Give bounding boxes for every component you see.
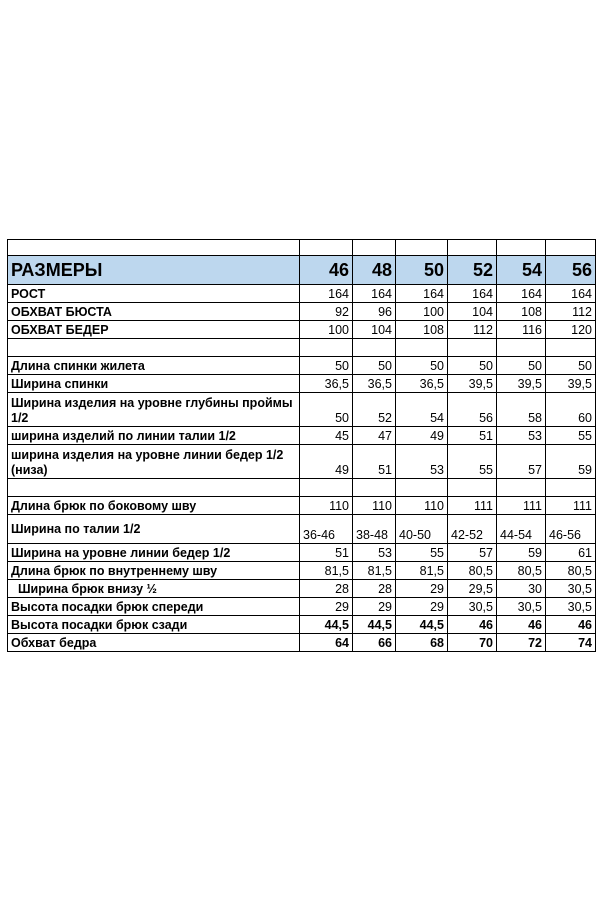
cell-value: 108 (396, 321, 448, 339)
cell-value: 36,5 (353, 375, 396, 393)
cell-value: 29 (300, 598, 353, 616)
cell-value: 36,5 (300, 375, 353, 393)
cell-value: 164 (353, 285, 396, 303)
cell-value: 55 (396, 544, 448, 562)
cell-value: 28 (300, 580, 353, 598)
cell-value: 104 (353, 321, 396, 339)
size-header: 46 (300, 256, 353, 285)
cell-value: 30 (497, 580, 546, 598)
cell-value: 38-48 (353, 515, 396, 544)
size-header: 50 (396, 256, 448, 285)
cell-value: 164 (448, 285, 497, 303)
cell-value: 59 (497, 544, 546, 562)
cell-value: 50 (300, 393, 353, 427)
cell-value: 30,5 (546, 580, 596, 598)
cell-value: 29 (396, 598, 448, 616)
row-label: ОБХВАТ БЕДЕР (8, 321, 300, 339)
cell-value: 112 (448, 321, 497, 339)
cell-value: 53 (396, 445, 448, 479)
empty-row (8, 240, 596, 256)
table-row (8, 497, 596, 515)
cell-value: 46 (448, 616, 497, 634)
table-row (8, 562, 596, 580)
empty-row (8, 479, 596, 497)
table-row (8, 515, 596, 544)
table-row (8, 285, 596, 303)
cell-value: 46 (497, 616, 546, 634)
cell-value: 74 (546, 634, 596, 652)
cell-value: 100 (300, 321, 353, 339)
row-label: Ширина брюк внизу ½ (8, 580, 300, 598)
cell-value: 50 (448, 357, 497, 375)
cell-value: 49 (300, 445, 353, 479)
cell-value: 80,5 (448, 562, 497, 580)
cell-value: 104 (448, 303, 497, 321)
row-label: Длина спинки жилета (8, 357, 300, 375)
cell-value: 54 (396, 393, 448, 427)
cell-value: 96 (353, 303, 396, 321)
row-label: ОБХВАТ БЮСТА (8, 303, 300, 321)
cell-value: 46 (546, 616, 596, 634)
cell-value: 108 (497, 303, 546, 321)
cell-value: 30,5 (497, 598, 546, 616)
cell-value: 112 (546, 303, 596, 321)
row-label: ширина изделий по линии талии 1/2 (8, 427, 300, 445)
cell-value: 164 (497, 285, 546, 303)
cell-value: 29 (396, 580, 448, 598)
cell-value: 100 (396, 303, 448, 321)
cell-value: 53 (497, 427, 546, 445)
header-label: РАЗМЕРЫ (8, 256, 300, 285)
size-header: 56 (546, 256, 596, 285)
cell-value: 57 (497, 445, 546, 479)
cell-value: 44-54 (497, 515, 546, 544)
table-row (8, 634, 596, 652)
cell-value: 49 (396, 427, 448, 445)
cell-value: 80,5 (497, 562, 546, 580)
table-row (8, 303, 596, 321)
cell-value: 46-56 (546, 515, 596, 544)
cell-value: 50 (546, 357, 596, 375)
cell-value: 39,5 (497, 375, 546, 393)
cell-value: 61 (546, 544, 596, 562)
cell-value: 39,5 (546, 375, 596, 393)
row-label: Ширина изделия на уровне глубины проймы 1/2 (8, 393, 300, 427)
cell-value: 81,5 (300, 562, 353, 580)
cell-value: 111 (546, 497, 596, 515)
cell-value: 68 (396, 634, 448, 652)
cell-value: 164 (396, 285, 448, 303)
cell-value: 50 (497, 357, 546, 375)
size-chart-table (7, 239, 596, 652)
table-row (8, 580, 596, 598)
row-label: Ширина спинки (8, 375, 300, 393)
cell-value: 81,5 (396, 562, 448, 580)
table-row (8, 357, 596, 375)
row-label: ширина изделия на уровне линии бедер 1/2 (низа) (8, 445, 300, 479)
cell-value: 72 (497, 634, 546, 652)
cell-value: 111 (448, 497, 497, 515)
cell-value: 29,5 (448, 580, 497, 598)
table-row (8, 616, 596, 634)
cell-value: 30,5 (546, 598, 596, 616)
cell-value: 120 (546, 321, 596, 339)
cell-value: 29 (353, 598, 396, 616)
cell-value: 57 (448, 544, 497, 562)
table-row (8, 598, 596, 616)
cell-value: 59 (546, 445, 596, 479)
cell-value: 51 (353, 445, 396, 479)
cell-value: 44,5 (300, 616, 353, 634)
cell-value: 56 (448, 393, 497, 427)
cell-value: 36-46 (300, 515, 353, 544)
cell-value: 44,5 (353, 616, 396, 634)
cell-value: 110 (300, 497, 353, 515)
row-label: Ширина на уровне линии бедер 1/2 (8, 544, 300, 562)
cell-value: 70 (448, 634, 497, 652)
cell-value: 164 (300, 285, 353, 303)
cell-value: 45 (300, 427, 353, 445)
table-row (8, 427, 596, 445)
cell-value: 81,5 (353, 562, 396, 580)
cell-value: 116 (497, 321, 546, 339)
row-label: Длина брюк по боковому шву (8, 497, 300, 515)
cell-value: 80,5 (546, 562, 596, 580)
cell-value: 40-50 (396, 515, 448, 544)
table-row (8, 544, 596, 562)
size-header: 52 (448, 256, 497, 285)
empty-row (8, 339, 596, 357)
cell-value: 111 (497, 497, 546, 515)
row-label: Длина брюк по внутреннему шву (8, 562, 300, 580)
cell-value: 64 (300, 634, 353, 652)
cell-value: 51 (448, 427, 497, 445)
table-row (8, 375, 596, 393)
cell-value: 30,5 (448, 598, 497, 616)
cell-value: 44,5 (396, 616, 448, 634)
cell-value: 110 (353, 497, 396, 515)
cell-value: 58 (497, 393, 546, 427)
cell-value: 50 (353, 357, 396, 375)
cell-value: 92 (300, 303, 353, 321)
cell-value: 55 (546, 427, 596, 445)
cell-value: 50 (300, 357, 353, 375)
cell-value: 47 (353, 427, 396, 445)
size-header: 54 (497, 256, 546, 285)
row-label: Высота посадки брюк спереди (8, 598, 300, 616)
cell-value: 53 (353, 544, 396, 562)
cell-value: 60 (546, 393, 596, 427)
row-label: Обхват бедра (8, 634, 300, 652)
cell-value: 110 (396, 497, 448, 515)
size-header: 48 (353, 256, 396, 285)
table-row (8, 393, 596, 427)
cell-value: 164 (546, 285, 596, 303)
row-label: Высота посадки брюк сзади (8, 616, 300, 634)
row-label: Ширина по талии 1/2 (8, 515, 300, 544)
cell-value: 28 (353, 580, 396, 598)
table-row (8, 321, 596, 339)
cell-value: 55 (448, 445, 497, 479)
cell-value: 52 (353, 393, 396, 427)
header-row (8, 256, 596, 285)
table-row (8, 445, 596, 479)
cell-value: 51 (300, 544, 353, 562)
cell-value: 66 (353, 634, 396, 652)
cell-value: 39,5 (448, 375, 497, 393)
row-label: РОСТ (8, 285, 300, 303)
cell-value: 50 (396, 357, 448, 375)
cell-value: 42-52 (448, 515, 497, 544)
cell-value: 36,5 (396, 375, 448, 393)
